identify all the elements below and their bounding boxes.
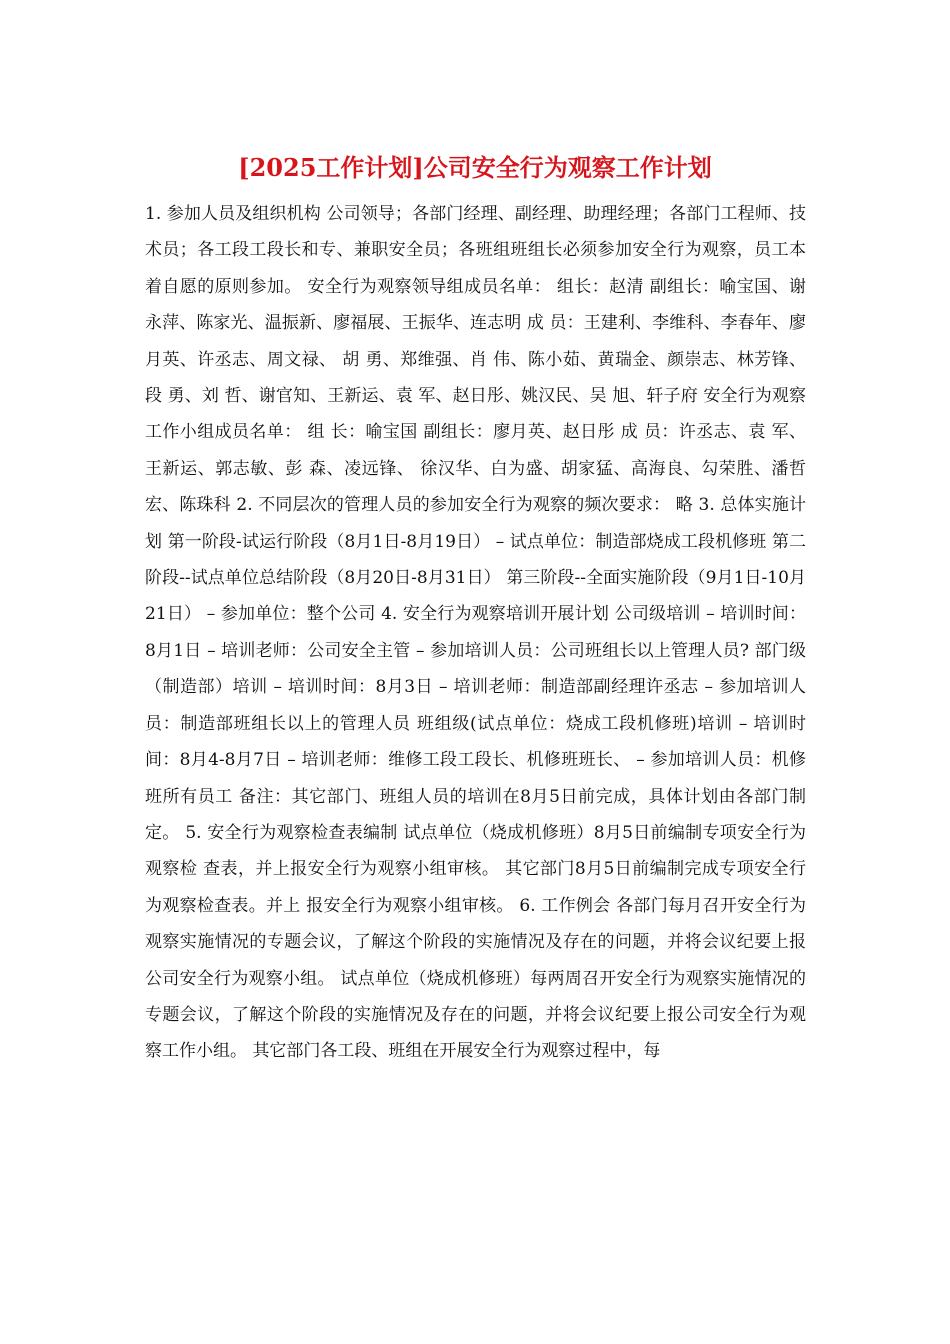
document-title: [2025工作计划]公司安全行为观察工作计划 — [238, 153, 712, 182]
document-body: 1. 参加人员及组织机构 公司领导；各部门经理、副经理、助理经理；各部门工程师、技术员；各工段工段长和专、兼职安全员；各班组班组长必须参加安全行为观察，员工本着自愿的原则参加。 安全行为观察领导组成员名单： 组长：赵清 副组长：喻宝国、谢永萍、陈家光、温振新、廖福展、王振华、连志明 成 员：王建利、李维科、李春年、廖月英、许丞志、周文禄、 胡 勇、郑维强、肖 伟、陈小茹、黄瑞金、颜崇志、林芳锋、段 勇、刘 哲、谢官知、王新运、袁 军、赵日彤、姚汉民、吴 旭、轩子府 安全行为观察工作小组成员名单： 组 长：喻宝国 副组长：廖月英、赵日彤 成 员：许丞志、袁 军、王新运、郭志敏、彭 森、凌远锋、 徐汉华、白为盛、胡家猛、高海良、勾荣胜、潘哲宏、陈珠科 2. 不同层次的管理人员的参加安全行为观察的频次要求： 略 3. 总体实施计划 第一阶段-试运行阶段（8月1日-8月19日） – 试点单位：制造部烧成工段机修班 第二阶段--试点单位总结阶段（8月20日-8月31日） 第三阶段--全面实施阶段（9月1日-10月21日） – 参加单位：整个公司 4. 安全行为观察培训开展计划 公司级培训 – 培训时间：8月1日 – 培训老师：公司安全主管 – 参加培训人员：公司班组长以上管理人员? 部门级（制造部）培训 – 培训时间：8月3日 – 培训老师：制造部副经理许丞志 – 参加培训人员：制造部班组长以上的管理人员 班组级(试点单位：烧成工段机修班)培训 – 培训时间：8月4-8月7日 – 培训老师：维修工段工段长、机修班班长、 – 参加培训人员：机修班所有员工 备注：其它部门、班组人员的培训在8月5日前完成，具体计划由各部门制定。 5. 安全行为观察检查表编制 试点单位（烧成机修班）8月5日前编制专项安全行为观察检 查表，并上报安全行为观察小组审核。 其它部门8月5日前编制完成专项安全行为观察检查表。并上 报安全行为观察小组审核。 6. 工作例会 各部门每月召开安全行为观察实施情况的专题会议，了解这个阶段的实施情况及存在的问题，并将会议纪要上报公司安全行为观察小组。 试点单位（烧成机修班）每两周召开安全行为观察实施情况的专题会议，了解这个阶段的实施情况及存在的问题，并将会议纪要上报公司安全行为观察工作小组。 其它部门各工段、班组在开展安全行为观察过程中，每 — [145, 204, 806, 1062]
